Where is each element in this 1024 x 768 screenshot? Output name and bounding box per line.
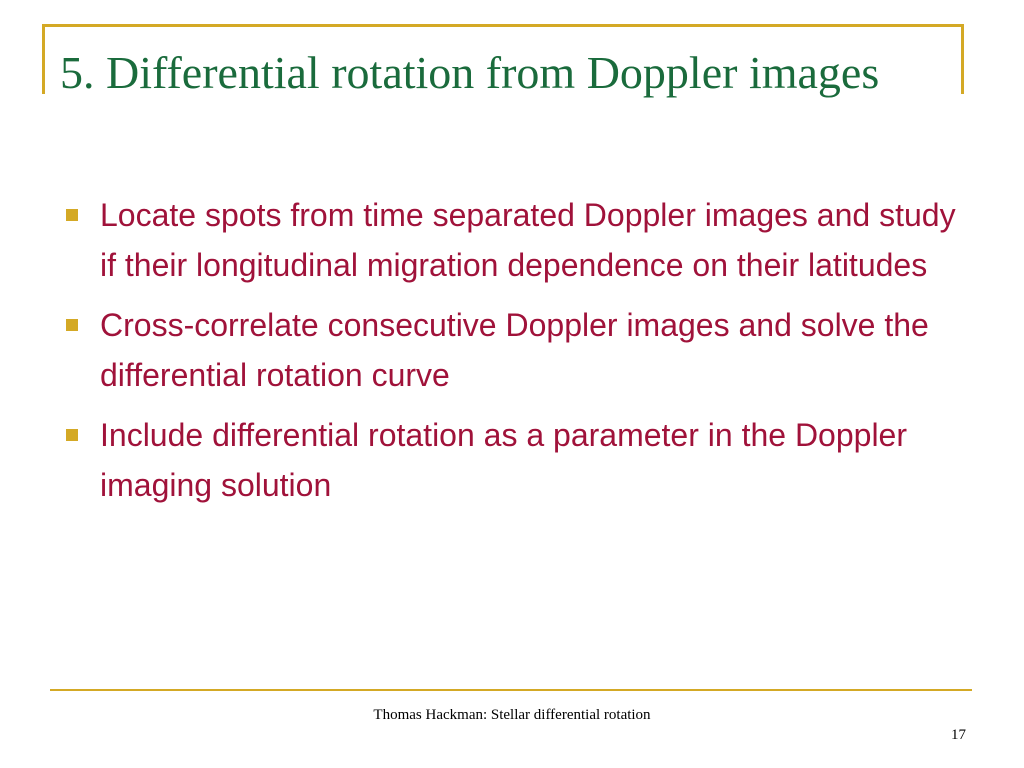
bullet-list (62, 190, 962, 520)
bullet-item (62, 410, 962, 510)
square-bullet-icon (66, 319, 78, 331)
page-number: 17 (951, 727, 966, 743)
footer-caption: Thomas Hackman: Stellar differential rotation (373, 707, 651, 723)
bullet-text: Locate spots from time separated Doppler images and study if their longitudinal migration dependence on their latitudes (100, 197, 956, 283)
top-accent-line (42, 24, 964, 27)
left-accent-line (42, 24, 45, 94)
bullet-item (62, 300, 962, 400)
bullet-item (62, 190, 962, 290)
square-bullet-icon (66, 209, 78, 221)
bullet-text: Include differential rotation as a parameter in the Doppler imaging solution (100, 417, 907, 503)
slide-title: 5. Differential rotation from Doppler images (60, 47, 880, 98)
right-accent-line (961, 24, 964, 94)
footer-divider (50, 689, 972, 691)
bullet-text: Cross-correlate consecutive Doppler images and solve the differential rotation curve (100, 307, 929, 393)
square-bullet-icon (66, 429, 78, 441)
